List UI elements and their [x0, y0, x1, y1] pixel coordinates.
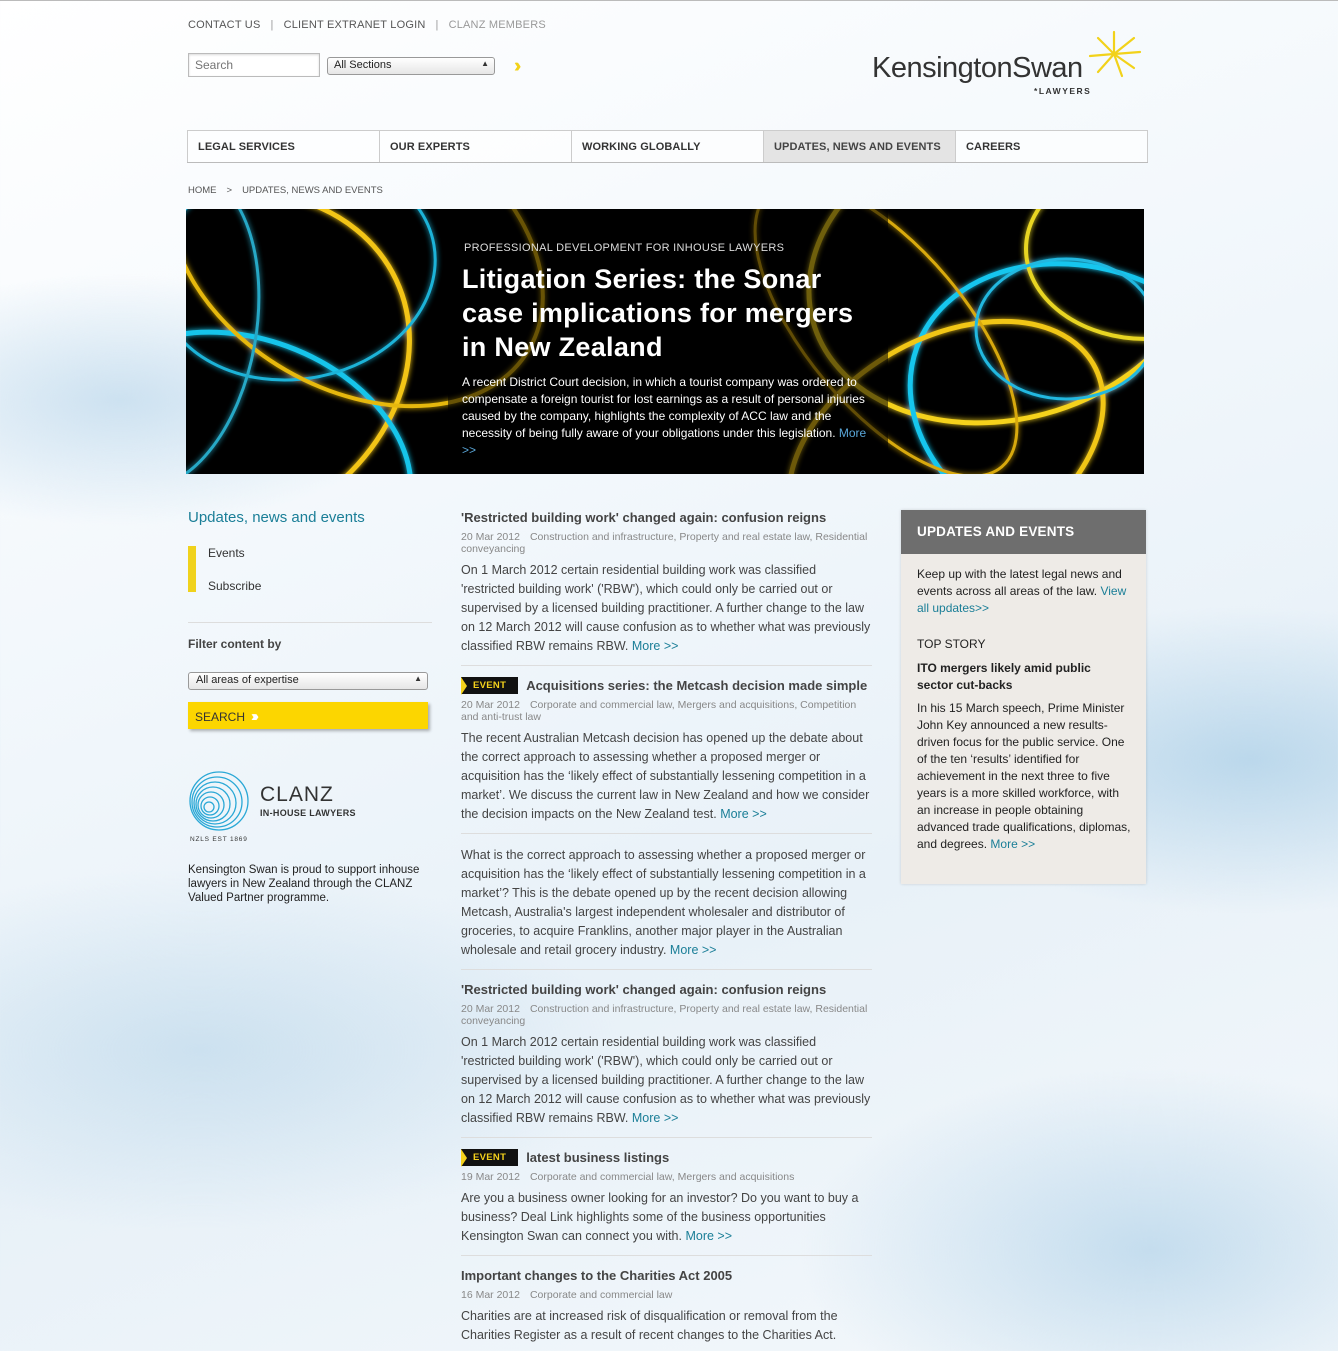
article-meta	[461, 1003, 872, 1027]
contact-us-link[interactable]: CONTACT US	[188, 19, 261, 31]
search-input[interactable]	[188, 53, 320, 77]
chevron-arrows-icon: ››››	[514, 56, 516, 77]
article-body: The recent Australian Metcash decision has opened up the debate about the correct approach to assessing whether a proposed merger or acquisition has the ‘likely effect of substantially lessening competition in a market’. We discuss the current law in New Zealand and how we consider the decision impacts on the New Zealand test. More >>	[461, 731, 870, 821]
client-extranet-login-link[interactable]: CLIENT EXTRANET LOGIN	[283, 19, 426, 31]
article-list	[461, 508, 872, 1351]
breadcrumb-separator: >	[226, 185, 233, 196]
sidebar-item-subscribe[interactable]: Subscribe	[208, 579, 262, 593]
article-tags: Corporate and commercial law, Mergers and acquisitions	[529, 1171, 795, 1183]
separator: |	[270, 19, 274, 31]
hero-more-link[interactable]: More >>	[462, 426, 867, 457]
article-date: 16 Mar 2012	[461, 1289, 520, 1301]
tab-our-experts[interactable]: OUR EXPERTS	[379, 130, 571, 162]
article-tags: Corporate and commercial law, Mergers and acquisitions, Competition and anti-trust law	[461, 699, 857, 723]
article-more-link[interactable]: More >>	[685, 1229, 733, 1243]
top-border	[0, 0, 1338, 1]
article-item	[461, 676, 872, 834]
article-more-link[interactable]: More >>	[631, 639, 679, 653]
section-select[interactable]	[327, 57, 495, 75]
section-select-value: All Sections	[334, 59, 392, 71]
filter-search-button[interactable]	[188, 702, 428, 729]
article-title[interactable]: Important changes to the Charities Act 2005	[461, 1268, 733, 1283]
clanz-name: CLANZ	[260, 783, 334, 806]
updates-panel-heading: UPDATES AND EVENTS	[901, 510, 1146, 554]
top-story-title[interactable]: ITO mergers likely amid public sector cut-backs	[917, 661, 1091, 692]
article-item	[461, 1266, 872, 1351]
hero-banner[interactable]	[186, 209, 1144, 474]
article-body: Charities are at increased risk of disqualification or removal from the Charities Register as a result of recent changes to the Charities Act.	[461, 1309, 838, 1342]
hero-description: A recent District Court decision, in which a tourist company was ordered to compensate a foreign tourist for lost earnings as a result of personal injuries caused by the company, highlights the complexity of ACC law and the necessity of being fully aware of your obligations under this legislation. More >>	[462, 375, 867, 457]
article-title[interactable]: 'Restricted building work' changed again: confusion reigns	[461, 510, 827, 525]
top-story-body: In his 15 March speech, Prime Minister John Key announced a new results-driven focus for the public service. One of the ten ‘results’ identified for achievement in the next three to five years is a more skilled workforce, with an increase in people obtaining advanced trade qualifications, diplomas, and degrees. More >>	[917, 701, 1131, 851]
kensington-swan-logo[interactable]	[872, 38, 1152, 98]
article-tags: Construction and infrastructure, Property and real estate law, Residential conveyancing	[461, 531, 868, 555]
article-body: On 1 March 2012 certain residential building work was classified 'restricted building work' ('RBW'), which could only be carried out or supervised by a licensed building practitioner. A further change to the law on 12 March 2012 will cause confusion as to whether what was previously classified RBW remains RBW. More >>	[461, 563, 871, 653]
sidebar-title: Updates, news and events	[188, 509, 365, 526]
divider	[188, 622, 432, 623]
updates-events-panel	[901, 510, 1146, 884]
hero-kicker: PROFESSIONAL DEVELOPMENT FOR INHOUSE LAWYERS	[464, 242, 785, 254]
clanz-subtitle: IN-HOUSE LAWYERS	[260, 808, 356, 818]
filter-label: Filter content by	[188, 637, 282, 651]
view-all-updates-link[interactable]: View all updates>>	[917, 584, 1127, 615]
tab-updates-news-events[interactable]: UPDATES, NEWS AND EVENTS	[763, 130, 955, 162]
article-meta	[461, 1289, 872, 1301]
article-date: 20 Mar 2012	[461, 1003, 520, 1015]
article-body: Are you a business owner looking for an investor? Do you want to buy a business? Deal Link highlights some of the business opportunities Kensington Swan can connect you with. More >>	[461, 1191, 859, 1243]
article-more-link[interactable]: More >>	[720, 807, 767, 821]
article-tags: Construction and infrastructure, Property and real estate law, Residential conveyancing	[461, 1003, 868, 1027]
clanz-members-link[interactable]: CLANZ MEMBERS	[448, 19, 546, 31]
select-arrows-icon: ▲	[414, 674, 422, 683]
tab-legal-services[interactable]: LEGAL SERVICES	[187, 130, 379, 162]
article-item	[461, 844, 872, 970]
breadcrumb-current[interactable]: UPDATES, NEWS AND EVENTS	[242, 185, 383, 196]
breadcrumb	[188, 185, 383, 196]
article-date: 19 Mar 2012	[461, 1171, 520, 1183]
article-body: What is the correct approach to assessing whether a proposed merger or acquisition has the ‘likely effect of substantially lessening competition in a market’? This is the debate opened up by the recent decision allowing Metcash, Australia's largest independent wholesaler and distributor of groceries, to acquire Franklins, another major player in the Australian wholesale and retail grocery industry. More >>	[461, 848, 866, 957]
article-date: 20 Mar 2012	[461, 531, 520, 543]
article-item	[461, 980, 872, 1138]
article-item	[461, 508, 872, 666]
search-button-label: SEARCH	[195, 710, 246, 724]
logo-tagline: *LAWYERS	[1034, 86, 1092, 96]
article-meta	[461, 1171, 872, 1183]
utility-nav	[188, 19, 546, 31]
chevron-arrows-icon: ››››	[251, 708, 255, 725]
event-badge: EVENT	[461, 1149, 518, 1166]
article-body: On 1 March 2012 certain residential building work was classified 'restricted building work' ('RBW'), which could only be carried out or supervised by a licensed building practitioner. A further change to the law on 12 March 2012 will cause confusion as to whether what was previously classified RBW remains RBW. More >>	[461, 1035, 871, 1125]
clanz-est: NZLS EST 1869	[190, 836, 248, 843]
top-story-more-link[interactable]: More >>	[990, 837, 1036, 851]
main-nav	[187, 130, 1148, 163]
article-more-link[interactable]: More >>	[669, 943, 717, 957]
select-arrows-icon: ▲	[481, 59, 489, 68]
search-go-button[interactable]	[514, 56, 515, 78]
top-story-label: TOP STORY	[917, 637, 986, 651]
article-title[interactable]: EVENT Acquisitions series: the Metcash decision made simple	[461, 676, 872, 695]
updates-intro: Keep up with the latest legal news and events across all areas of the law. View all updates>>	[917, 567, 1127, 615]
article-item	[461, 1148, 872, 1256]
clanz-swirl-icon	[188, 770, 250, 832]
article-tags: Corporate and commercial law	[529, 1289, 673, 1301]
breadcrumb-home[interactable]: HOME	[188, 185, 217, 196]
hero-title[interactable]: Litigation Series: the Sonar case implications for mergers in New Zealand	[462, 264, 854, 362]
article-title[interactable]: 'Restricted building work' changed again: confusion reigns	[461, 982, 827, 997]
sidebar-item-events[interactable]: Events	[208, 546, 245, 560]
expertise-select[interactable]	[188, 672, 428, 690]
tab-working-globally[interactable]: WORKING GLOBALLY	[571, 130, 763, 162]
logo-wordmark: KensingtonSwan	[872, 52, 1083, 84]
clanz-logo[interactable]	[188, 770, 428, 850]
event-badge: EVENT	[461, 677, 518, 694]
article-more-link[interactable]: More >>	[631, 1111, 679, 1125]
article-title[interactable]: EVENT latest business listings	[461, 1148, 872, 1167]
article-date: 20 Mar 2012	[461, 699, 520, 711]
clanz-description: Kensington Swan is proud to support inhouse lawyers in New Zealand through the CLANZ Valued Partner programme.	[188, 864, 420, 904]
expertise-select-value: All areas of expertise	[196, 674, 299, 686]
tab-careers[interactable]: CAREERS	[955, 130, 1148, 162]
logo-star-icon	[1084, 30, 1144, 80]
article-meta	[461, 699, 872, 723]
sidebar-links	[188, 546, 428, 592]
article-meta	[461, 531, 872, 555]
separator: |	[435, 19, 439, 31]
